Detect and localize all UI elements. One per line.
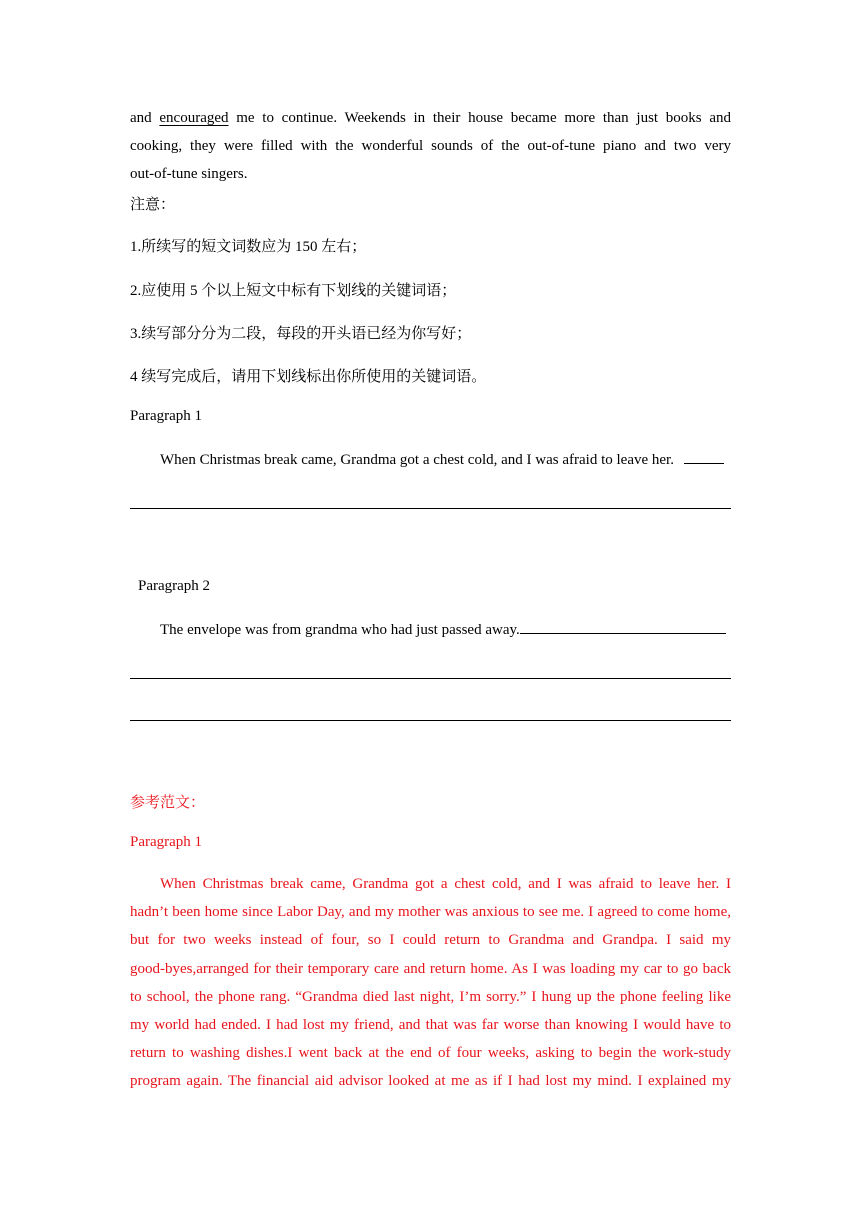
sample-line-8: program again. The financial aid advisor looked at me as if I had lost my mind. I explained my bbox=[130, 1073, 731, 1090]
underlined-keyword: encouraged bbox=[159, 110, 229, 126]
sample-line-6: my world had ended. I had lost my friend, and that was far worse than knowing I would have to bbox=[130, 1017, 731, 1034]
answer-blank bbox=[684, 451, 724, 464]
sample-line-3: but for two weeks instead of four, so I could return to Grandma and Grandpa. I said my bbox=[130, 932, 731, 949]
answer-blank bbox=[520, 621, 726, 634]
answer-line bbox=[130, 720, 731, 721]
sample-line-7: return to washing dishes.I went back at the end of four weeks, asking to begin the work-study bbox=[130, 1045, 731, 1062]
sample-line-4: good-byes,arranged for their temporary care and return home. As I was loading my car to go back bbox=[130, 960, 731, 977]
sample-line-2: hadn’t been home since Labor Day, and my mother was anxious to see me. I agreed to come home, bbox=[130, 904, 731, 921]
sample-line-5: to school, the phone rang. “Grandma died last night, I’m sorry.” I hung up the phone feeling like bbox=[130, 988, 731, 1005]
answer-line bbox=[130, 678, 731, 679]
note-item-2: 2.应使用 5 个以上短文中标有下划线的关键词语； bbox=[130, 283, 457, 299]
sample-paragraph1-text bbox=[130, 870, 731, 1096]
intro-line-2: cooking, they were filled with the wonderful sounds of the out-of-tune piano and two very bbox=[130, 138, 731, 155]
sample-heading: 参考范文： bbox=[130, 795, 206, 811]
paragraph1-opening: When Christmas break came, Grandma got a chest cold, and I was afraid to leave her. bbox=[160, 451, 724, 469]
notes-heading: 注意： bbox=[130, 197, 176, 213]
intro-line-1: and encouraged me to continue. Weekends in their house became more than just books and bbox=[130, 110, 731, 126]
intro-line-3: out-of-tune singers. bbox=[130, 166, 248, 183]
sample-line-1: When Christmas break came, Grandma got a chest cold, and I was afraid to leave her. I bbox=[160, 876, 731, 892]
intro-text bbox=[130, 104, 731, 189]
note-item-4: 4 续写完成后，请用下划线标出你所使用的关键词语。 bbox=[130, 369, 487, 385]
note-item-3: 3.续写部分分为二段，每段的开头语已经为你写好； bbox=[130, 326, 472, 342]
paragraph2-opening: The envelope was from grandma who had just passed away. bbox=[160, 621, 726, 639]
paragraph2-label: Paragraph 2 bbox=[138, 578, 211, 594]
paragraph1-label: Paragraph 1 bbox=[130, 408, 203, 424]
answer-line bbox=[130, 508, 731, 509]
note-item-1: 1.所续写的短文词数应为 150 左右； bbox=[130, 239, 367, 255]
sample-paragraph1-label: Paragraph 1 bbox=[130, 834, 203, 850]
